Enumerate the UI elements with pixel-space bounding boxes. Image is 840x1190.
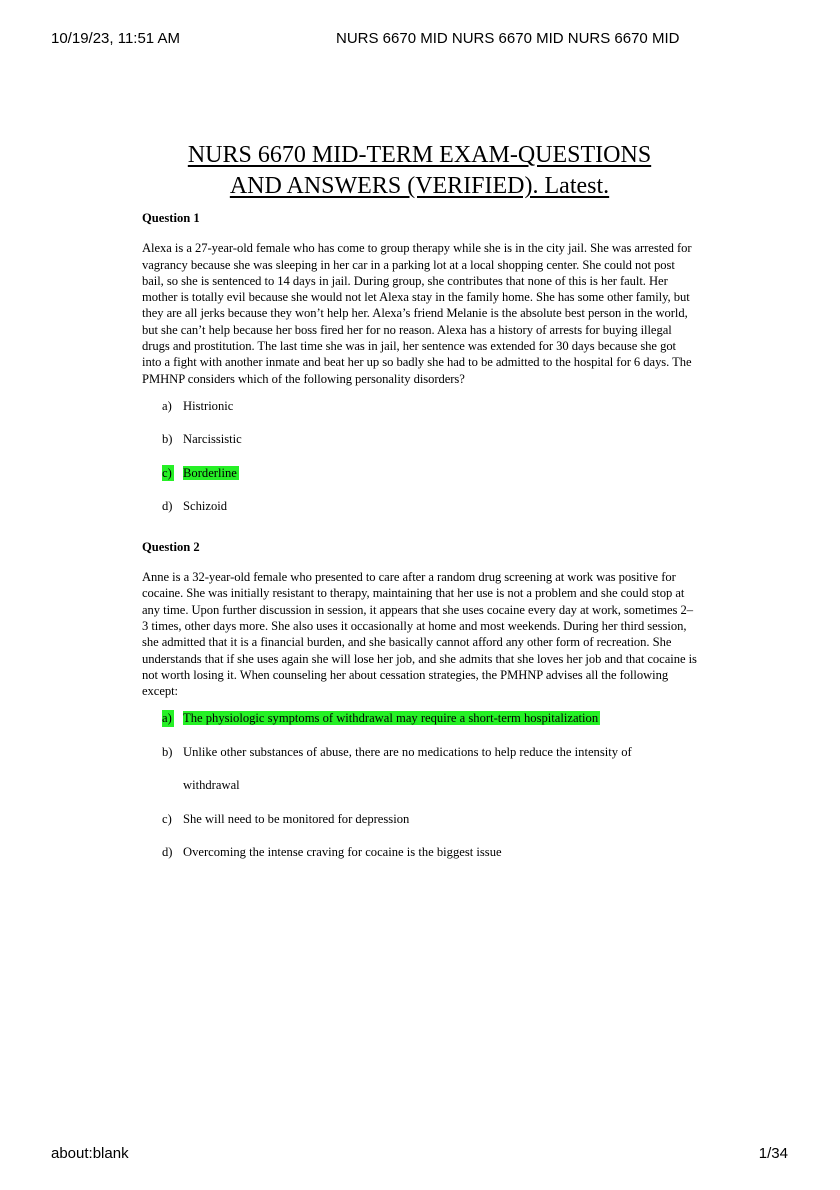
- question-1: [142, 210, 697, 515]
- option-letter: d): [162, 845, 173, 860]
- option-c-highlighted: [142, 465, 697, 481]
- document-body: [142, 140, 697, 878]
- option-letter: a): [162, 398, 172, 413]
- title-line-1: NURS 6670 MID-TERM EXAM-QUESTIONS: [187, 142, 652, 168]
- answer-options: [142, 710, 697, 860]
- option-letter: c): [162, 465, 172, 480]
- print-header: [0, 30, 840, 50]
- title-line-2: AND ANSWERS (VERIFIED). Latest.: [229, 173, 610, 199]
- print-url: about:blank: [51, 1145, 129, 1162]
- print-footer: [0, 1145, 840, 1165]
- option-text: The physiologic symptoms of withdrawal may require a short-term hospitalization: [183, 711, 599, 726]
- option-text: Histrionic: [183, 398, 234, 413]
- answer-options: [142, 398, 697, 515]
- option-text: Overcoming the intense craving for cocaine is the biggest issue: [183, 845, 502, 860]
- option-letter: b): [162, 744, 173, 759]
- question-label: Question 1: [142, 211, 200, 225]
- option-letter: c): [162, 811, 172, 826]
- option-d: [142, 498, 697, 514]
- print-datetime: 10/19/23, 11:51 AM: [51, 30, 180, 47]
- option-letter: b): [162, 432, 173, 447]
- question-label: Question 2: [142, 539, 200, 554]
- option-a-highlighted: [142, 710, 697, 726]
- option-letter: a): [162, 711, 172, 726]
- option-b: [142, 744, 697, 794]
- option-letter: d): [162, 499, 173, 514]
- option-text: Borderline: [183, 465, 237, 480]
- print-page-title: NURS 6670 MID NURS 6670 MID NURS 6670 MID: [336, 30, 680, 47]
- option-text: Schizoid: [183, 499, 228, 514]
- question-2: [142, 539, 697, 861]
- option-c: [142, 811, 697, 827]
- option-text: Narcissistic: [183, 432, 242, 447]
- document-title: [142, 140, 697, 202]
- option-text-continuation: withdrawal: [183, 778, 240, 793]
- question-text: Anne is a 32-year-old female who presented to care after a random drug screening at work was positive for cocaine. She was initially resistant to therapy, maintaining that her use is not a problem and she could stop at any time. Upon further discussion in session, it appears that she uses cocaine every day at work, sometimes 2–3 times, other days more. She also uses it occasionally at home and most weekends. During her third session, she admitted that it is a financial burden, and she basically cannot afford any other form of recreation. She understands that if she uses again she will lose her job, and she admits that she loves her job and that cocaine is not worth losing it. When counseling her about cessation strategies, the PMHNP advises all the following except:: [142, 570, 697, 699]
- print-page-number: 1/34: [758, 1145, 788, 1162]
- option-text: Unlike other substances of abuse, there are no medications to help reduce the intensity of: [183, 744, 632, 759]
- option-d: [142, 844, 697, 860]
- option-a: [142, 398, 697, 414]
- option-b: [142, 431, 697, 447]
- question-text: Alexa is a 27-year-old female who has come to group therapy while she is in the city jail. She was arrested for vagrancy because she was sleeping in her car in a parking lot at a local shopping center. She could not post bail, so she is sentenced to 14 days in jail. During group, she contributes that none of this is her fault. Her mother is totally evil because she would not let Alexa stay in the family home. She has some other family, but they are all jerks because they won’t help her. Alexa’s friend Melanie is the absolute best person in the world, but she can’t help because her boss fired her for no reason. Alexa has a history of arrests for buying illegal drugs and prostitution. The last time she was in jail, her sentence was extended for 30 days because she got into a fight with another inmate and beat her up so badly she had to be admitted to the hospital for 6 days. The PMHNP considers which of the following personality disorders?: [142, 241, 692, 386]
- option-text: She will need to be monitored for depression: [183, 811, 410, 826]
